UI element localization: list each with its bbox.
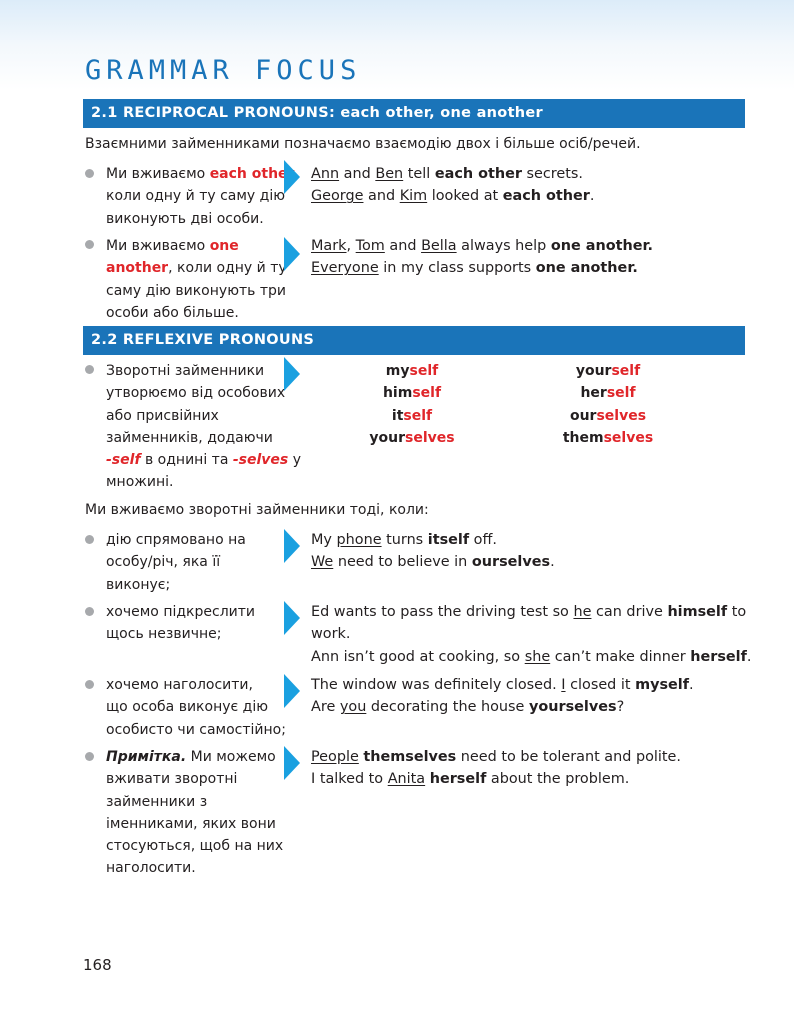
usage-rule-note: Примітка. Ми можемо вживати зворотні займенники з іменниками, яких вони стосуються, щоб на них наголосити. [106,749,284,877]
usage-examples-note: People themselves need to be tolerant and polite. I talked to Anita herself about the problem. [311,749,681,788]
usage-rule-3: хочемо наголосити, що особа виконує дію особисто чи самостійно; [106,677,286,738]
pronoun-yourselves: yourselves [369,429,455,446]
usage-examples-2: Ed wants to pass the driving test so he can drive himself to work. Ann isn’t good at cooking, so she can’t make dinner herself. [311,604,752,665]
bullet-icon [85,535,94,544]
arrow-right-icon [284,601,300,635]
examples-each-other: Ann and Ben tell each other secrets. George and Kim looked at each other. [311,166,595,205]
arrow-right-icon [284,237,300,271]
pronoun-myself: myself [385,363,439,379]
usage-examples-1: My phone turns itself off. We need to believe in ourselves. [311,532,555,571]
pronoun-yourself: yourself [575,363,641,379]
usage-rule-1: дію спрямовано на особу/річ, яка її виконує; [106,532,246,593]
pronoun-column-2 [533,360,683,449]
pronoun-herself: herself [580,385,636,402]
page-number: 168 [83,956,112,974]
bullet-icon [85,752,94,761]
pronoun-column-1 [337,360,487,449]
arrow-right-icon [284,674,300,708]
section-title-examples: each other, one another [340,105,544,121]
rule-one-another: Ми вживаємо one another, коли одну й ту саму дію виконують три особи або більше. [106,238,287,321]
bullet-icon [85,169,94,178]
section-number: 2.1 [91,105,118,121]
bullet-icon [85,607,94,616]
pronoun-himself: himself [382,385,442,402]
section-title: RECIPROCAL PRONOUNS: [122,105,336,121]
bullet-icon [85,680,94,689]
examples-one-another: Mark, Tom and Bella always help one another. Everyone in my class supports one another. [311,238,653,277]
page-title: GRAMMAR FOCUS [85,55,362,86]
section-heading-reciprocal [83,99,745,128]
rule-each-other: Ми вживаємо each other, коли одну й ту саму дію виконують дві особи. [106,166,299,227]
arrow-right-icon [284,529,300,563]
reflexive-usage-intro: Ми вживаємо зворотні займенники тоді, коли: [85,502,429,518]
arrow-right-icon [284,746,300,780]
pronoun-itself: itself [391,407,433,424]
usage-examples-3: The window was definitely closed. I closed it myself. Are you decorating the house yourselves? [311,677,694,716]
section-heading-reflexive: 2.2 REFLEXIVE PRONOUNS [83,326,745,355]
reciprocal-intro: Взаємними займенниками позначаємо взаємодію двох і більше осіб/речей. [85,136,641,152]
usage-rule-2: хочемо підкреслити щось незвичне; [106,604,255,643]
arrow-right-icon [284,357,300,391]
rule-reflexive-formation: Зворотні займенники утворюємо від особових або присвійних займенників, додаючи -self в однині та -selves у множині. [106,363,302,491]
pronoun-themselves: themselves [562,429,654,446]
bullet-icon [85,240,94,249]
arrow-right-icon [284,160,300,194]
pronoun-ourselves: ourselves [569,407,647,424]
bullet-icon [85,365,94,374]
